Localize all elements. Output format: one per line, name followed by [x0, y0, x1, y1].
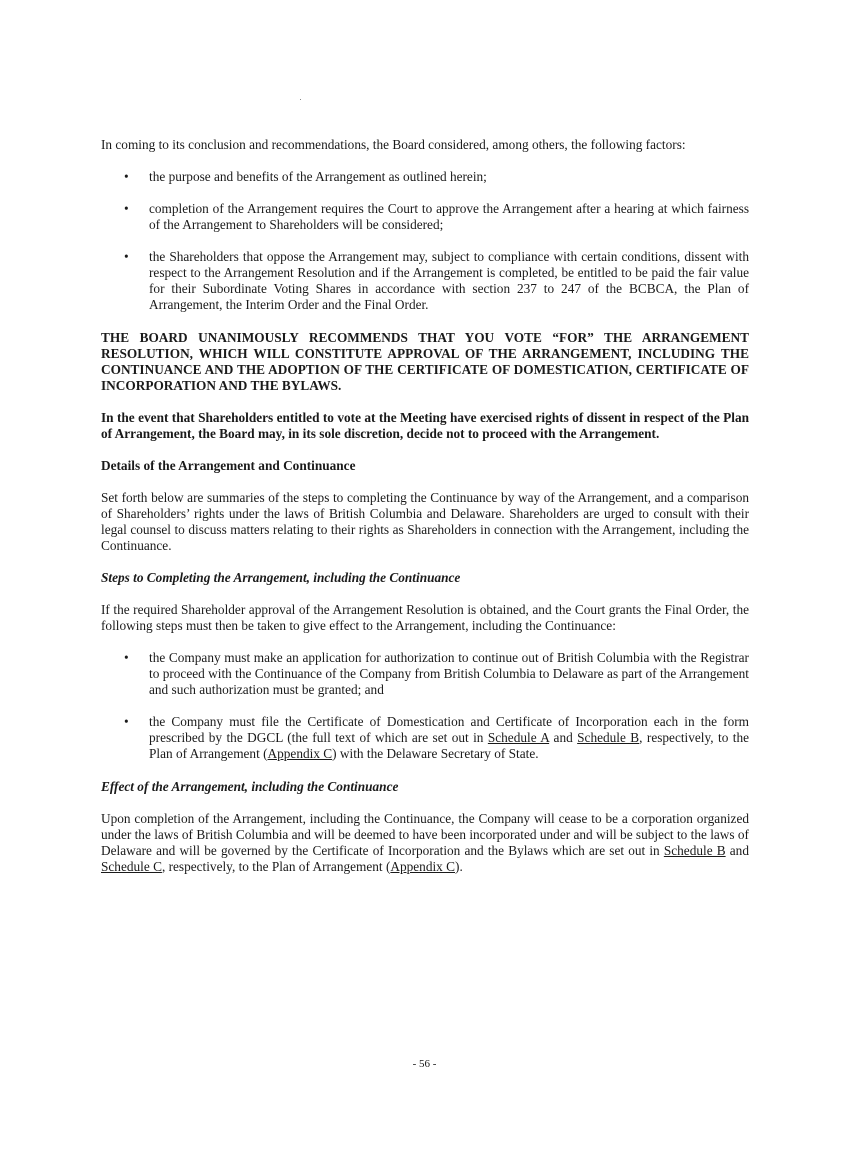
list-item: • completion of the Arrangement requires the Court to approve the Arrangement after a hearing at which fairness of the Arrangement to Shareholders will be considered; [124, 201, 749, 232]
schedule-b-link[interactable]: Schedule B [663, 843, 726, 858]
bullet-icon: • [124, 169, 129, 184]
schedule-b-link[interactable]: Schedule B [577, 730, 640, 745]
appendix-c-link[interactable]: Appendix C [267, 746, 333, 761]
steps-list [101, 650, 749, 762]
page-number: - 56 - [412, 1058, 437, 1070]
effect-paragraph: Upon completion of the Arrangement, including the Continuance, the Company will cease to be a corporation organized under the laws of British Columbia and will be deemed to have been incorporated under and will be subject to the laws of Delaware and will be governed by the Certificate of Incorporation and the Bylaws which are set out in Schedule B and Schedule C, respectively, to the Plan of Arrangement (Appendix C). [101, 811, 749, 874]
details-heading: Details of the Arrangement and Continuance [101, 458, 356, 473]
schedule-c-link[interactable]: Schedule C [101, 859, 162, 874]
page-content [101, 137, 749, 891]
details-paragraph: Set forth below are summaries of the steps to completing the Continuance by way of the Arrangement, and a comparison of Shareholders’ rights under the laws of British Columbia and Delaware. Shareholders are urged to consult with their legal counsel to discuss matters relating to their rights as Shareholders in connection with the Arrangement, including the Continuance. [101, 490, 749, 553]
list-item: • the Shareholders that oppose the Arrangement may, subject to compliance with certain conditions, dissent with respect to the Arrangement Resolution and if the Arrangement is completed, be entitled to be paid the fair value for their Subordinate Voting Shares in accordance with section 237 to 247 of the BCBCA, the Plan of Arrangement, the Interim Order and the Final Order. [124, 249, 749, 312]
factors-list [101, 169, 749, 313]
effect-heading: Effect of the Arrangement, including the Continuance [101, 779, 399, 794]
bullet-icon: • [124, 201, 129, 216]
intro-paragraph: In coming to its conclusion and recommendations, the Board considered, among others, the following factors: [101, 137, 686, 152]
steps-paragraph: If the required Shareholder approval of the Arrangement Resolution is obtained, and the Court grants the Final Order, the following steps must then be taken to give effect to the Arrangement, including the Continuance: [101, 602, 749, 633]
stray-mark [300, 99, 301, 100]
list-item: • the Company must make an application for authorization to continue out of British Columbia with the Registrar to proceed with the Continuance of the Company from British Columbia to Delaware as part of the Arrangement and such authorization must be granted; and [124, 650, 749, 697]
steps-heading: Steps to Completing the Arrangement, including the Continuance [101, 570, 461, 585]
bullet-icon: • [124, 650, 129, 665]
schedule-a-link[interactable]: Schedule A [487, 730, 550, 745]
list-item: • the purpose and benefits of the Arrangement as outlined herein; [124, 169, 487, 184]
dissent-note: In the event that Shareholders entitled to vote at the Meeting have exercised rights of dissent in respect of the Plan of Arrangement, the Board may, in its sole discretion, decide not to proceed with the Arrangement. [101, 410, 749, 441]
bullet-icon: • [124, 249, 129, 264]
list-item: • the Company must file the Certificate of Domestication and Certificate of Incorporation each in the form prescribed by the DGCL (the full text of which are set out in Schedule A and Schedule B, respectively, to the Plan of Arrangement (Appendix C) with the Delaware Secretary of State. [124, 714, 749, 761]
bullet-icon: • [124, 714, 129, 729]
board-recommendation: THE BOARD UNANIMOUSLY RECOMMENDS THAT YOU VOTE “FOR” THE ARRANGEMENT RESOLUTION, WHICH WILL CONSTITUTE APPROVAL OF THE ARRANGEMENT, INCLUDING THE CONTINUANCE AND THE ADOPTION OF THE CERTIFICATE OF DOMESTICATION, CERTIFICATE OF INCORPORATION AND THE BYLAWS. [101, 330, 749, 393]
appendix-c-link[interactable]: Appendix C [390, 859, 456, 874]
